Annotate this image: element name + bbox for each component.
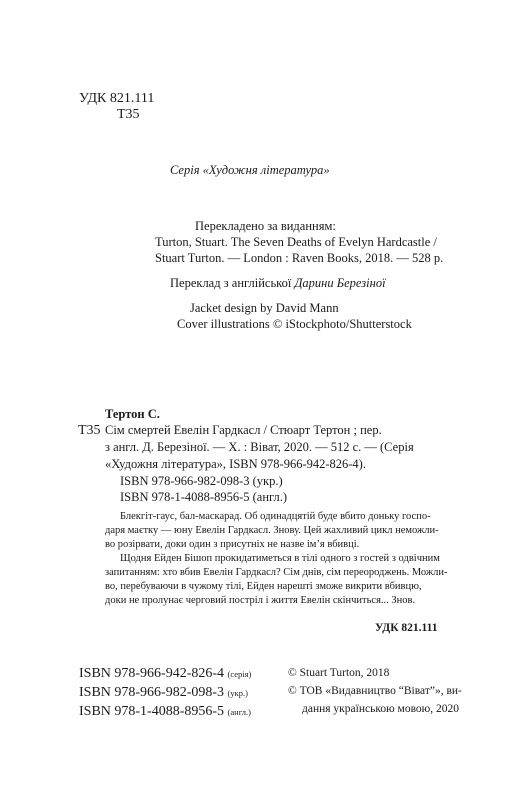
- annotation-p1-line1: Блекгіт-гаус, бал-маскарад. Об одинадцятій буде вбито доньку госпо-: [120, 511, 431, 522]
- original-edition-line2: Stuart Turton. — London : Raven Books, 2018. — 528 p.: [155, 251, 444, 265]
- isbn-eng-note: (англ.): [227, 707, 251, 717]
- author-mark-top: Т35: [117, 107, 140, 122]
- isbn-ukr-note: (укр.): [227, 688, 248, 698]
- isbn-eng: [79, 704, 251, 720]
- annotation-p1-line2: даря маєтку — юну Евелін Гардкасл. Знову. Цей жахливий цикл неможли-: [105, 525, 439, 536]
- translated-from-label: Перекладено за виданням:: [195, 219, 336, 233]
- isbn-series: [79, 666, 251, 682]
- biblio-isbn-eng: ISBN 978-1-4088-8956-5 (англ.): [120, 490, 288, 504]
- jacket-design-credit: Jacket design by David Mann: [190, 301, 339, 315]
- cover-illustrations-credit: Cover illustrations © iStockphoto/Shutterstock: [177, 317, 412, 331]
- isbn-ukr: [79, 685, 248, 701]
- udc-code-bottom: УДК 821.111: [375, 622, 438, 634]
- copyright-publisher-cont: дання українською мовою, 2020: [302, 703, 460, 715]
- series-title: Серія «Художня література»: [170, 163, 330, 177]
- annotation-p2-line1: Щодня Ейден Бішоп прокидатиметься в тілі одного з гостей з одвічним: [120, 553, 440, 564]
- translator-credit: [170, 276, 386, 291]
- biblio-line3: «Художня література», ISBN 978-966-942-826-4).: [105, 457, 366, 471]
- udc-code-top: УДК 821.111: [79, 91, 155, 106]
- isbn-series-note: (серія): [227, 669, 252, 679]
- translator-prefix: Переклад з англійської: [170, 276, 295, 290]
- copyright-publisher: © ТОВ «Видавництво “Віват”», ви-: [288, 685, 462, 697]
- biblio-line2: з англ. Д. Березіної. — Х. : Віват, 2020. — 512 с. — (Серія: [105, 440, 414, 454]
- copyright-author: © Stuart Turton, 2018: [288, 667, 390, 679]
- isbn-eng-number: ISBN 978-1-4088-8956-5: [79, 704, 225, 719]
- biblio-author-mark: Т35: [78, 423, 101, 438]
- annotation-p2-line2: запитанням: хто вбив Евелін Гардкасл? Сім днів, сім переороджень. Можли-: [105, 567, 448, 578]
- isbn-series-number: ISBN 978-966-942-826-4: [79, 666, 225, 681]
- original-edition-line1: Turton, Stuart. The Seven Deaths of Evelyn Hardcastle /: [155, 235, 437, 249]
- biblio-isbn-ukr: ISBN 978-966-982-098-3 (укр.): [120, 474, 283, 488]
- biblio-author: Тертон С.: [105, 407, 160, 421]
- annotation-p2-line4: доки не пролунає черговий постріл і життя Евелін скінчиться... Знов.: [105, 595, 416, 606]
- translator-name: Дарини Березіної: [294, 276, 386, 290]
- annotation-p2-line3: во, перебуваючи в чужому тілі, Ейден нарешті зможе викрити вбивцю,: [105, 581, 422, 592]
- annotation-p1-line3: во розірвати, доки один з присутніх не назве ім’я вбивці.: [105, 539, 360, 550]
- biblio-line1: Сім смертей Евелін Гардкасл / Стюарт Тертон ; пер.: [105, 423, 382, 437]
- isbn-ukr-number: ISBN 978-966-982-098-3: [79, 685, 225, 700]
